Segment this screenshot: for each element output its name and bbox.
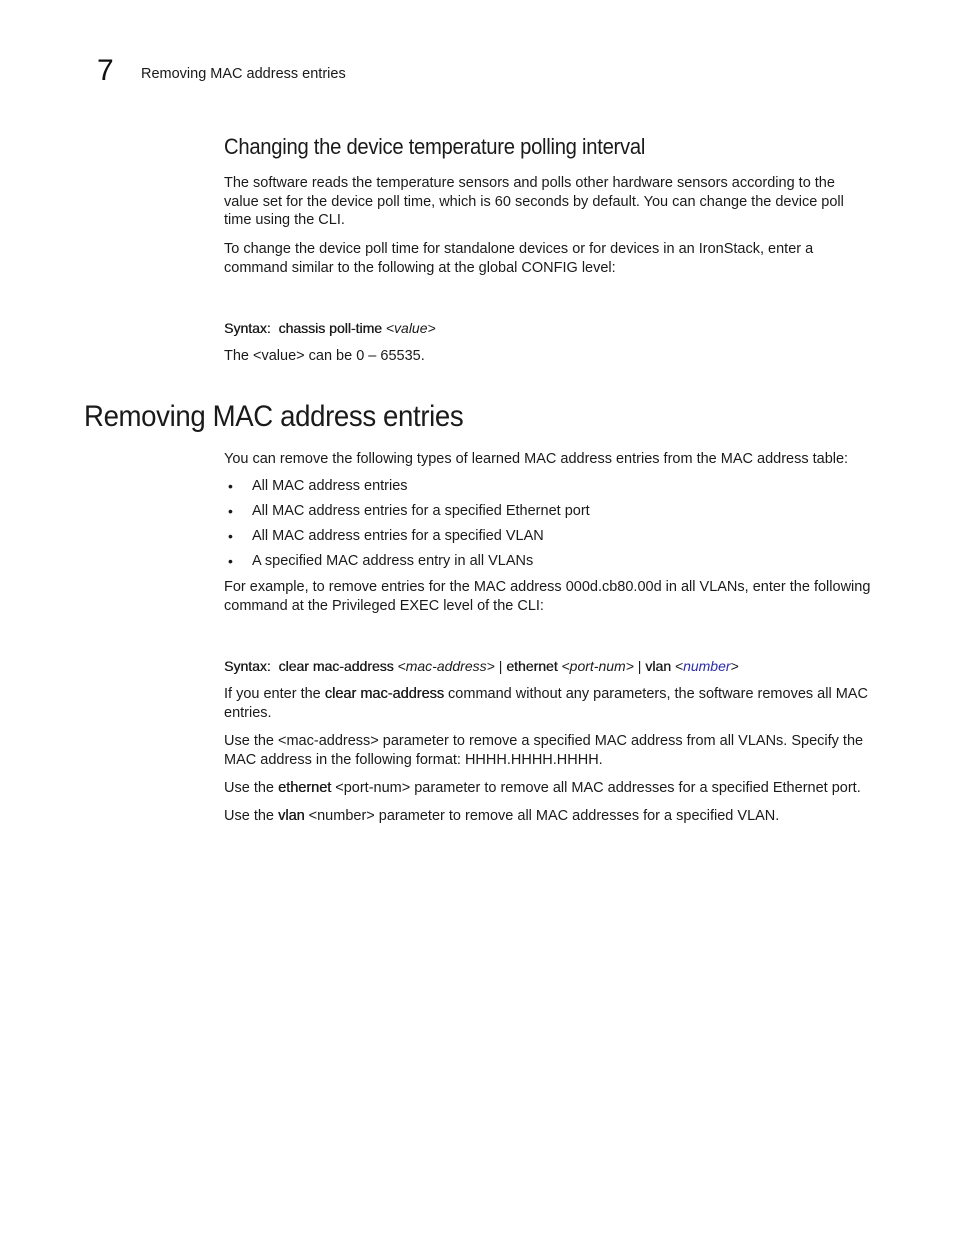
keyword-clear-mac-address: clear mac-address [324,686,445,702]
keyword-ethernet: ethernet [278,780,332,796]
syntax-label: Syntax: [224,320,271,336]
poll-syntax-line [224,319,436,337]
poll-instruction-paragraph: To change the device poll time for standalone devices or for devices in an IronStack, enter a command similar to the following at the global CONFIG level: [224,241,814,276]
mac-entry-types-list [224,477,872,577]
syntax-keyword-ethernet: ethernet [506,658,558,674]
bullet-icon: • [228,553,233,569]
syntax-keyword-vlan: vlan [645,658,671,674]
bullet-icon: • [228,478,233,494]
mac-syntax-line [224,657,739,675]
mac-intro-paragraph: You can remove the following types of learned MAC address entries from the MAC address table: [224,451,849,467]
mac-address-param-paragraph: Use the <mac-address> parameter to remove a specified MAC address from all VLANs. Specify the MAC address in the following format: HHHH.HHHH.HHHH. [224,733,864,768]
ethernet-param-paragraph: Use the ethernet <port-num> parameter to remove all MAC addresses for a specified Ethernet port. [224,780,861,796]
vlan-param-paragraph: Use the vlan <number> parameter to remove all MAC addresses for a specified VLAN. [224,808,780,824]
bullet-icon: • [228,503,233,519]
list-item: • All MAC address entries for a specified VLAN [228,528,544,544]
list-item: • A specified MAC address entry in all VLANs [228,553,534,569]
mac-example-paragraph: For example, to remove entries for the MAC address 000d.cb80.00d in all VLANs, enter the following command at the Privileged EXEC level of the CLI: [224,579,871,614]
poll-intro-paragraph: The software reads the temperature sensors and polls other hardware sensors according to the value set for the device poll time, which is 60 seconds by default. You can change the device poll time using the CLI. [224,175,844,229]
list-item: • All MAC address entries for a specified Ethernet port [228,503,590,519]
number-link[interactable]: number [683,658,731,674]
section-heading-remove-mac: Removing MAC address entries [84,400,464,433]
syntax-separator: | [498,658,503,674]
bullet-icon: • [228,528,233,544]
section-heading-poll-interval: Changing the device temperature polling interval [224,134,646,159]
list-item: • All MAC address entries [228,478,408,494]
syntax-param-mac-address: <mac-address> [397,658,495,674]
keyword-vlan: vlan [278,808,305,824]
syntax-command: chassis poll-time [278,320,382,336]
syntax-command: clear mac-address [278,658,394,674]
syntax-param-value: <value> [385,320,436,336]
syntax-param-port-num: <port-num> [561,658,634,674]
chapter-number: 7 [97,54,114,87]
no-params-paragraph: If you enter the clear mac-address command without any parameters, the software removes all MAC entries. [224,686,868,721]
syntax-separator: | [637,658,642,674]
syntax-label: Syntax: [224,658,271,674]
value-range-text: The <value> can be 0 – 65535. [224,348,425,364]
syntax-param-number: <number> [674,658,739,674]
running-header-title: Removing MAC address entries [141,66,346,82]
